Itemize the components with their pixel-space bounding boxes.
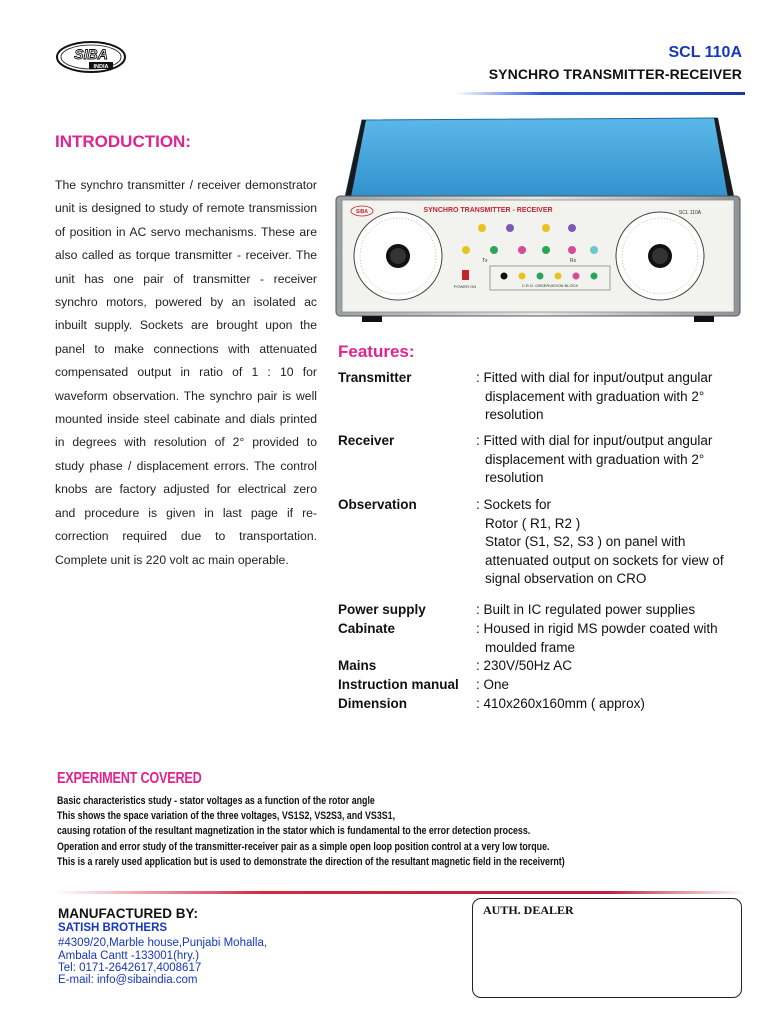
tx-label: Tx [482, 258, 488, 264]
experiment-heading: EXPERIMENT COVERED [57, 770, 202, 787]
feature-value-line: Stator (S1, S2, S3 ) on panel with [485, 534, 686, 549]
header-divider [455, 92, 745, 95]
introduction-heading: INTRODUCTION: [55, 132, 191, 151]
feature-label: Dimension [338, 696, 408, 711]
power-label: POWER ON [453, 284, 477, 289]
feature-value [476, 620, 751, 657]
feature-value-line: : Built in IC regulated power supplies [476, 602, 696, 617]
feature-value-line: : Sockets for [476, 497, 552, 512]
feature-value [476, 657, 751, 676]
feature-label: Transmitter [338, 370, 412, 385]
feature-value-line: Rotor ( R1, R2 ) [485, 515, 581, 531]
feature-value [476, 601, 751, 620]
feature-label: Instruction manual [338, 677, 459, 692]
feature-label: Observation [338, 497, 417, 512]
rx-label: Rx [570, 258, 577, 264]
feature-label: Power supply [338, 602, 426, 617]
feature-value-line: resolution [485, 470, 544, 485]
experiment-item: This shows the space variation of the three voltages, VS1S2, VS2S3, and VS3S1, [57, 810, 396, 823]
feature-value-line: signal observation on CRO [485, 571, 647, 586]
manufacturer-name: SATISH BROTHERS [58, 922, 168, 934]
cro-block-label: C.R.O. OBSERVATION BLOCK [521, 283, 579, 288]
feature-value-line: : Housed in rigid MS powder coated with [476, 621, 718, 636]
feature-value-line: : 410x260x160mm ( approx) [476, 696, 645, 711]
model-number: SCL 110A [668, 44, 742, 61]
feature-value-line: : Fitted with dial for input/output angular [476, 433, 713, 448]
address-line-1: #4309/20,Marble house,Punjabi Mohalla, [58, 937, 268, 949]
experiment-item: causing rotation of the resultant magnetization in the stator which is fundamental to the error detection process. [57, 825, 531, 838]
feature-value-line: resolution [485, 407, 544, 422]
features-heading: Features: [338, 342, 415, 361]
dealer-box [472, 898, 742, 998]
dealer-label: AUTH. DEALER [483, 903, 574, 917]
feature-value [476, 432, 751, 488]
product-image [332, 110, 744, 328]
feature-value-line: moulded frame [485, 639, 576, 655]
panel-logo: SIBA [356, 209, 368, 215]
email: E-mail: info@sibaindia.com [58, 974, 198, 986]
panel-model: SCL 110A [678, 210, 702, 216]
feature-label: Receiver [338, 433, 395, 448]
experiment-item: This is a rarely used application but is used to demonstrate the direction of the resultant magnetic field in the receivernt) [57, 855, 565, 868]
feature-value-line: displacement with graduation with 2° [485, 451, 705, 467]
feature-value-line: : Fitted with dial for input/output angular [476, 370, 713, 385]
telephone: Tel: 0171-2642617,4008617 [58, 962, 202, 974]
siba-logo [55, 40, 127, 74]
manufacturer-heading: MANUFACTURED BY: [58, 906, 198, 921]
feature-value [476, 676, 751, 695]
introduction-text: The synchro transmitter / receiver demonstrator unit is designed to study of remote transmission of position in AC servo mechanisms. These are also called as torque transmitter - receiver. The unit has one pair of transmitter - receiver synchro motors, powered by an isolated ac inbuilt supply. Sockets are brought upon the panel to make connections with attenuated compensated output in ratio of 1 : 10 for waveform observation. The synchro pair is well mounted inside steel cabinate and dials printed in degrees with resolution of 2° provided to study phase / displacement errors. The control knobs are factory adjusted for electrical zero and procedure is given in last page if re-correction required due to transportation. Complete unit is 220 volt ac main operable. [55, 178, 317, 567]
feature-value-line: attenuated output on sockets for view of [485, 552, 724, 568]
product-title: SYNCHRO TRANSMITTER-RECEIVER [488, 66, 742, 82]
address-line-2: Ambala Cantt -133001(hry.) [58, 950, 200, 962]
feature-value [476, 695, 751, 714]
experiment-list [57, 794, 757, 870]
feature-value [476, 369, 751, 425]
feature-label: Mains [338, 658, 377, 673]
feature-value [476, 496, 751, 589]
panel-title: SYNCHRO TRANSMITTER - RECEIVER [423, 207, 553, 214]
feature-value-line: : One [476, 677, 510, 692]
logo-text: SIBA [74, 46, 108, 62]
experiment-item: Basic characteristics study - stator voltages as a function of the rotor angle [57, 795, 375, 807]
feature-value-line: displacement with graduation with 2° [485, 388, 705, 404]
logo-subtext: INDIA [93, 64, 109, 70]
experiment-item: Operation and error study of the transmitter-receiver pair as a simple open loop position control at a very low torque. [57, 840, 550, 853]
feature-label: Cabinate [338, 621, 396, 636]
footer-divider [55, 891, 745, 894]
feature-value-line: : 230V/50Hz AC [476, 658, 573, 673]
